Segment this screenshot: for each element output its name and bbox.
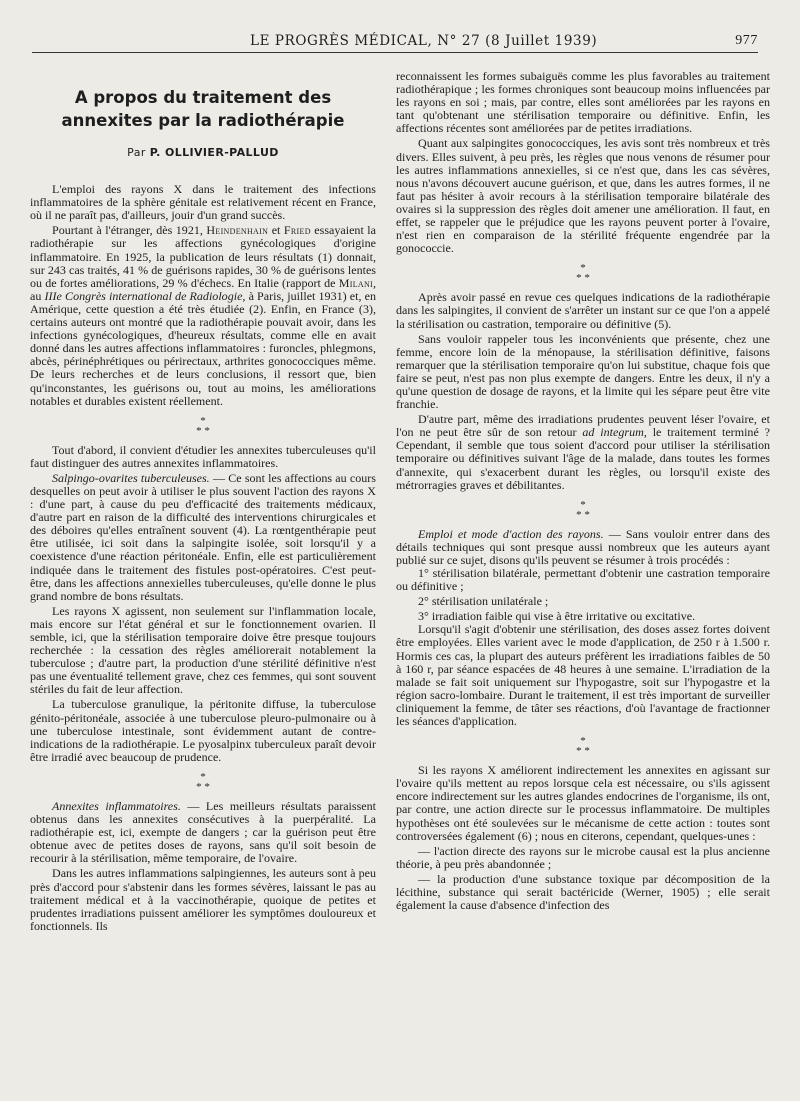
paragraph: reconnaissent les formes subaiguës comme les plus favorables au traitement radiothérapique ; les formes chroniques sont beaucoup moins influencées par les rayons en soi ; mais, par contre, elles sont améliorées par les rayons en tant qu'obtenant une stérilisation temporaire ou définitive. Enfin, les affections récentes sont améliorées par de petites irradiations. (396, 70, 770, 136)
section-heading: Annexites inflammatoires. (52, 798, 181, 813)
paragraph: Les rayons X agissent, non seulement sur l'inflammation locale, mais encore sur l'état général et sur le fonctionnement ovarien. Il semble, ici, que la stérilisation temporaire doive être presque toujours recherchée : la cessation des règles améliorerait notablement la tuberculose ; d'autre part, la production d'une stérilité définitive n'est pas une éventualité tellement grave, chez ces femmes, qui sont souvent stériles du fait de leur affection. (30, 603, 376, 697)
paragraph: D'autre part, même des irradiations prudentes peuvent léser l'ovaire, et l'on ne peut être sûr de son retour ad integrum, le traitement terminé ? Cependant, il semble que tous soient d'accord pour utiliser la stérilisation temporaire ou définitives suivant l'âge de la malade, dans toutes les formes d'annexite, qui s'exacerbent durant les règles, ou lorsqu'il existe des métrorragies graves et débilitantes. (396, 412, 770, 492)
paragraph: Si les rayons X améliorent indirectement les annexites en agissant sur l'ovaire qu'ils mettent au repos lorsque cela est nécessaire, ou s'ils agissent encore indirectement sur les autres glandes endocrines de l'organisme, ils ont, par contre, une action directe sur le processus inflammatoire. De multiples hypothèses ont été soulevées sur le mécanisme de cette action : toutes sont controversées également (6) ; nous en citerons, cependant, quelques-unes : (396, 763, 770, 843)
paragraph: — l'action directe des rayons sur le microbe causal est la plus ancienne théorie, à peu près abandonnée ; (396, 843, 770, 871)
paragraph: Quant aux salpingites gonococciques, les avis sont très nombreux et très divers. Elles suivent, à peu près, les règles que nous venons de résumer pour les autres inflammations annexielles, si ce n'est que, dans les cas sévères, nous n'avons découvert aucune guérison, et que, dans les autres formes, il ne faut pas hésiter à avoir recours à la stérilisation temporaire bilatérale des ovaires si la suppression des règles doit amener une amélioration. Il faut, en effet, se rappeler que le préjudice que les rayons peuvent porter à l'ovaire, n'est rien en comparaison de la stérilité fréquente engendrée par la gonococcie. (396, 136, 770, 256)
section-separator: * * * (196, 414, 210, 437)
paragraph: L'emploi des rayons X dans le traitement des infections inflammatoires de la sphère génitale est relativement récent en France, où il ne paraît pas, d'ailleurs, jouir d'un grand succès. (30, 182, 376, 223)
byline-prefix: Par (127, 146, 146, 159)
list-item: 1° stérilisation bilatérale, permettant d'obtenir une castration temporaire ou définitive ; (396, 566, 770, 594)
byline (30, 146, 376, 159)
left-column (30, 68, 376, 1077)
paragraph: Pourtant à l'étranger, dès 1921, Heindenhain et Fried essayaient la radiothérapie sur les affections gynécologiques d'origine inflammatoire. En 1925, la publication de leurs résultats (1) donnait, sur 243 cas traités, 41 % de guérisons rapides, 30 % de guérisons lentes ou de fortes améliorations, 29 % d'échecs. En Italie (rapport de Milani, au IIIe Congrès international de Radiologie, à Paris, juillet 1931) et, en Amérique, cette question a été très étudiée (2). Enfin, en France (3), certains auteurs ont montré que la radiothérapie pouvait avoir, dans les infections gynécologiques, d'heureux résultats, comme elle en avait donné dans les autres affections inflammatoires : furoncles, phlegmons, abcès, périnéphrétiques ou périrectaux, arthrites gonococciques même. De leurs recherches et de leurs conclusions, il ressort que, bien qu'inconstantes, les guérisons ou, tout au moins, les améliorations notables et durables existent réellement. (30, 223, 376, 408)
paragraph: Annexites inflammatoires. — Les meilleurs résultats paraissent obtenus dans les annexites consécutives à la puerpéralité. La radiothérapie est, ici, exempte de dangers ; car la guérison peut être obtenue avec de petites doses de rayons, sans qu'il soit besoin de recourir à la stérilisation, même temporaire, de l'ovaire. (30, 798, 376, 866)
article-title: A propos du traitement des annexites par la radiothérapie (61, 88, 345, 130)
section-separator: * * * (576, 735, 590, 758)
paragraph: Tout d'abord, il convient d'étudier les annexites tuberculeuses qu'il faut distinguer des autres annexites inflammatoires. (30, 442, 376, 470)
paragraph: Sans vouloir rappeler tous les inconvénients que présente, chez une femme, encore loin de la ménopause, la stérilisation définitive, faisons remarquer que la stérilisation temporaire qu'on lui substitue, chaque fois que faire se peut, n'est pas non plus exempte de dangers. Entre les deux, il n'y a qu'une question de dosage de rayons, et la limite qui les sépare peut être vite franchie. (396, 331, 770, 412)
right-column (396, 70, 770, 1077)
paragraph: Emploi et mode d'action des rayons. — Sans vouloir entrer dans des détails techniques qui sont presque aussi nombreux que les auteurs ayant publié sur ce sujet, disons qu'ils peuvent se résumer à trois procédés : (396, 526, 770, 567)
section-heading: Emploi et mode d'action des rayons. (418, 526, 604, 541)
paragraph: La tuberculose granulique, la péritonite diffuse, la tuberculose génito-péritonéale, associée à une tuberculose pleuro-pulmonaire ou à une tuberculose intestinale, sont évidemment autant de contre-indications de la radiothérapie. Le pyosalpinx tuberculeux paraît devoir être irradié avec beaucoup de prudence. (30, 697, 376, 764)
paragraph: Dans les autres inflammations salpingiennes, les auteurs sont à peu près d'accord pour s'abstenir dans les formes sévères, laissant le pas au traitement médical et à la vaccinothérapie, quoique de petites et prudentes irradiations puissent améliorer les symptômes douloureux et fonctionnels. Ils (30, 866, 376, 933)
author-ref: Milani (338, 275, 373, 290)
paragraph: Après avoir passé en revue ces quelques indications de la radiothérapie dans les salpingites, il convient de s'arrêter un instant sur ce que l'on a appelé la stérilisation ou castration, temporaire ou définitive (5). (396, 290, 770, 331)
congress-name: IIIe Congrès international de Radiologie (44, 288, 243, 303)
list-item: 3° irradiation faible qui vise à être irritative ou excitative. (418, 609, 696, 624)
paragraph: Salpingo-ovarites tuberculeuses. — Ce sont les affections au cours desquelles on peut avoir à utiliser le plus souvent l'action des rayons X : d'une part, à cause du peu d'efficacité des traitements médicaux, d'autre part en raison de la difficulté des interventions chirurgicales et des déboires qu'elles entraînent souvent (4). La rœntgenthérapie peut être utilisée, ici soit dans la salpingite isolée, soit lorsqu'il y a coexistence d'une réaction péritonéale. Enfin, elle est particulièrement indiquée dans le traitement des fistules post-opératoires. C'est peut-être, dans les affections annexielles tuberculeuses, qu'elle donne le plus grand nombre de bons résultats. (30, 470, 376, 603)
running-header (32, 30, 758, 53)
author-ref: Fried (283, 223, 311, 238)
section-separator: * * * (196, 770, 210, 793)
author-name: P. OLLIVIER-PALLUD (149, 146, 279, 159)
author-ref: Heindenhain (206, 223, 269, 238)
paragraph: — la production d'une substance toxique par décomposition de la lécithine, substance qui serait bactéricide (Werner, 1905) ; elle serait également la cause d'absence d'infection des (396, 871, 770, 913)
latin-phrase: ad integrum (582, 425, 644, 440)
running-title: LE PROGRÈS MÉDICAL, N° 27 (8 Juillet 1939) (250, 33, 598, 49)
list-item: 2° stérilisation unilatérale ; (418, 594, 549, 609)
section-separator: * * * (576, 262, 590, 285)
section-separator: * * * (576, 498, 590, 521)
page-number: 977 (735, 33, 758, 48)
section-heading: Salpingo-ovarites tuberculeuses. (52, 470, 210, 485)
paragraph: Lorsqu'il s'agit d'obtenir une stérilisation, des doses assez fortes doivent être employées. Elles varient avec le mode d'application, de 250 r à 1.500 r. Hormis ces cas, la plupart des auteurs préfèrent les irradiations faibles de 50 à 160 r, par séance espacées de 48 heures à une semaine. L'irradiation de la malade se fait soit uniquement sur l'hypogastre, soit sur l'hypogastre et la région sacro-lombaire. Durant le traitement, il est très important de surveiller cliniquement la femme, de tâter ses réactions, d'où l'avantage de fractionner les séances d'application. (396, 622, 770, 729)
procedure-list (396, 567, 770, 623)
